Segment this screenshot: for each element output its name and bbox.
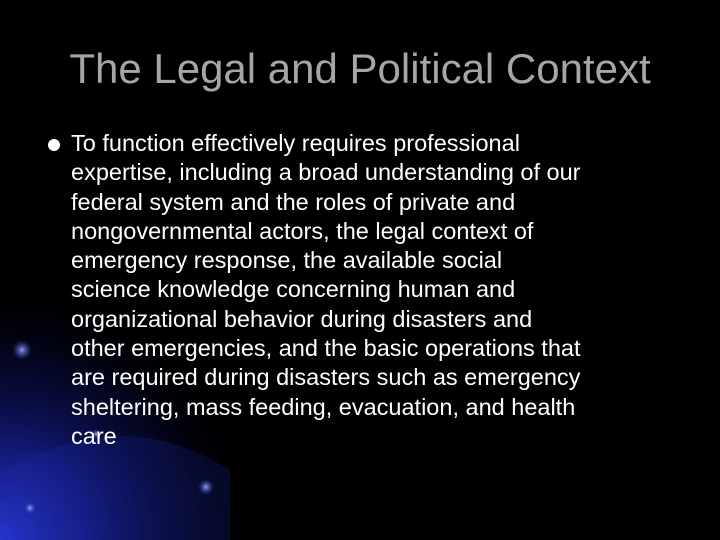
bullet-line: care bbox=[71, 422, 117, 449]
bullet-line: nongovernmental actors, the legal context of bbox=[71, 217, 534, 244]
sparkle-1 bbox=[12, 340, 32, 360]
bullet-line: are required during disasters such as emergency bbox=[71, 364, 581, 391]
bullet-line: emergency response, the available social bbox=[71, 247, 503, 274]
bullet-text bbox=[71, 129, 691, 451]
slide-title: The Legal and Political Context bbox=[69, 45, 651, 92]
bullet-line: To function effectively requires professional bbox=[71, 130, 520, 156]
sparkle-4 bbox=[24, 502, 36, 514]
bullet-line: science knowledge concerning human and bbox=[71, 276, 516, 303]
bullet-line: expertise, including a broad understanding of our bbox=[71, 159, 581, 186]
bullet-line: sheltering, mass feeding, evacuation, and health bbox=[71, 393, 576, 420]
bullet-line: other emergencies, and the basic operations that bbox=[71, 335, 581, 362]
bullet-dot-icon bbox=[48, 139, 60, 151]
bullet-line: organizational behavior during disasters and bbox=[71, 305, 533, 332]
bullet-line: federal system and the roles of private and bbox=[71, 188, 516, 215]
sparkle-2 bbox=[198, 479, 214, 495]
